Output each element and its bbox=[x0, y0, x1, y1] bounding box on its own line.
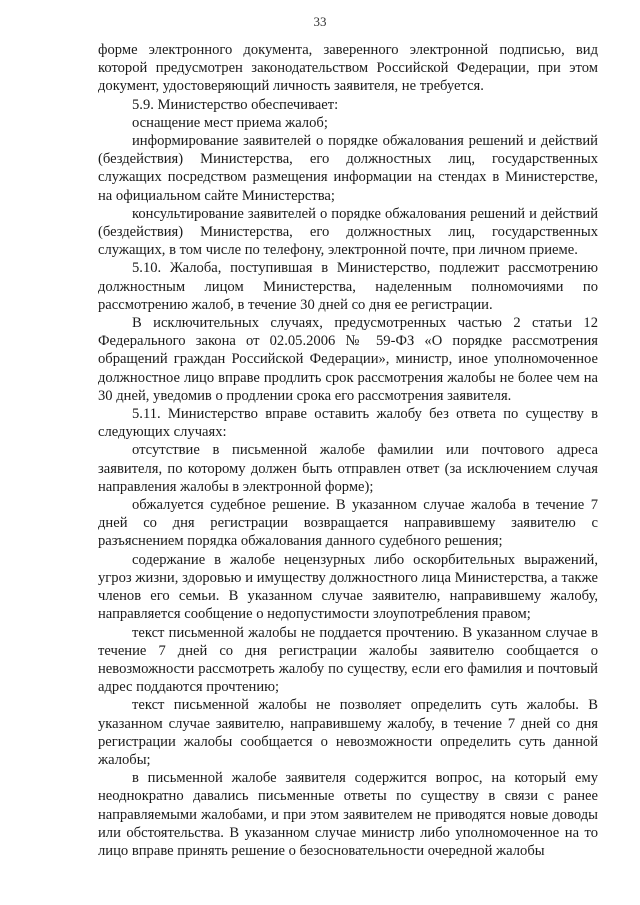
paragraph: отсутствие в письменной жалобе фамилии или почтового адреса заявителя, по которому должен быть отправлен ответ (за исключением случая направления жалобы в электронной форме); bbox=[98, 442, 598, 495]
paragraph: оснащение мест приема жалоб; bbox=[132, 114, 328, 131]
document-body bbox=[98, 41, 598, 860]
paragraph: текст письменной жалобы не поддается прочтению. В указанном случае в течение 7 дней со дня регистрации жалобы заявителю сообщается о невозможности рассмотреть жалобу по существу, если его фамилия и почтовый адрес поддаются прочтению; bbox=[98, 624, 598, 696]
paragraph: форме электронного документа, заверенного электронной подписью, вид которой предусмотрен законодательством Российской Федерации, при этом документ, удостоверяющий личность заявителя, не требуется. bbox=[98, 42, 598, 95]
paragraph: содержание в жалобе нецензурных либо оскорбительных выражений, угроз жизни, здоровью и имуществу должностного лица Министерства, а также членов его семьи. В указанном случае заявителю, направившему жалобу, направляется сообщение о недопустимости злоупотребления правом; bbox=[98, 551, 598, 623]
paragraph: обжалуется судебное решение. В указанном случае жалоба в течение 7 дней со дня регистрации возвращается направившему заявителю с разъяснением порядка обжалования данного судебного решения; bbox=[98, 497, 598, 550]
paragraph: 5.11. Министерство вправе оставить жалобу без ответа по существу в следующих случаях: bbox=[98, 406, 598, 441]
page-number: 33 bbox=[313, 14, 327, 29]
paragraph: текст письменной жалобы не позволяет определить суть жалобы. В указанном случае заявителю, направившему жалобу, в течение 7 дней со дня регистрации жалобы сообщается о невозможности определить суть данной жалобы; bbox=[98, 697, 598, 768]
paragraph: 5.10. Жалоба, поступившая в Министерство, подлежит рассмотрению должностным лицом Министерства, наделенным полномочиями по рассмотрению жалоб, в течение 30 дней со дня ее регистрации. bbox=[98, 260, 598, 313]
paragraph: В исключительных случаях, предусмотренных частью 2 статьи 12 Федерального закона от 02.05.2006 № 59-ФЗ «О порядке рассмотрения обращений граждан Российской Федерации», министр, иное уполномоченное должностное лицо вправе продлить срок рассмотрения жалобы не более чем на 30 дней, уведомив о продлении срока его рассмотрения заявителя. bbox=[98, 315, 598, 404]
paragraph: 5.9. Министерство обеспечивает: bbox=[132, 96, 339, 113]
paragraph: информирование заявителей о порядке обжалования решений и действий (бездействия) Министерства, его должностных лиц, государственных служащих посредством размещения информации на стендах в Министерстве, на официальном сайте Министерства; bbox=[98, 133, 598, 204]
paragraph: консультирование заявителей о порядке обжалования решений и действий (бездействия) Министерства, его должностных лиц, государственных служащих, в том числе по телефону, электронной почте, при личном приеме. bbox=[98, 205, 598, 259]
paragraph: в письменной жалобе заявителя содержится вопрос, на который ему неоднократно давались письменные ответы по существу в связи с ранее направляемыми жалобами, и при этом заявителем не приводятся новые доводы или обстоятельства. В указанном случае министр либо уполномоченное на то лицо вправе принять решение о безосновательности очередной жалобы bbox=[98, 770, 598, 859]
